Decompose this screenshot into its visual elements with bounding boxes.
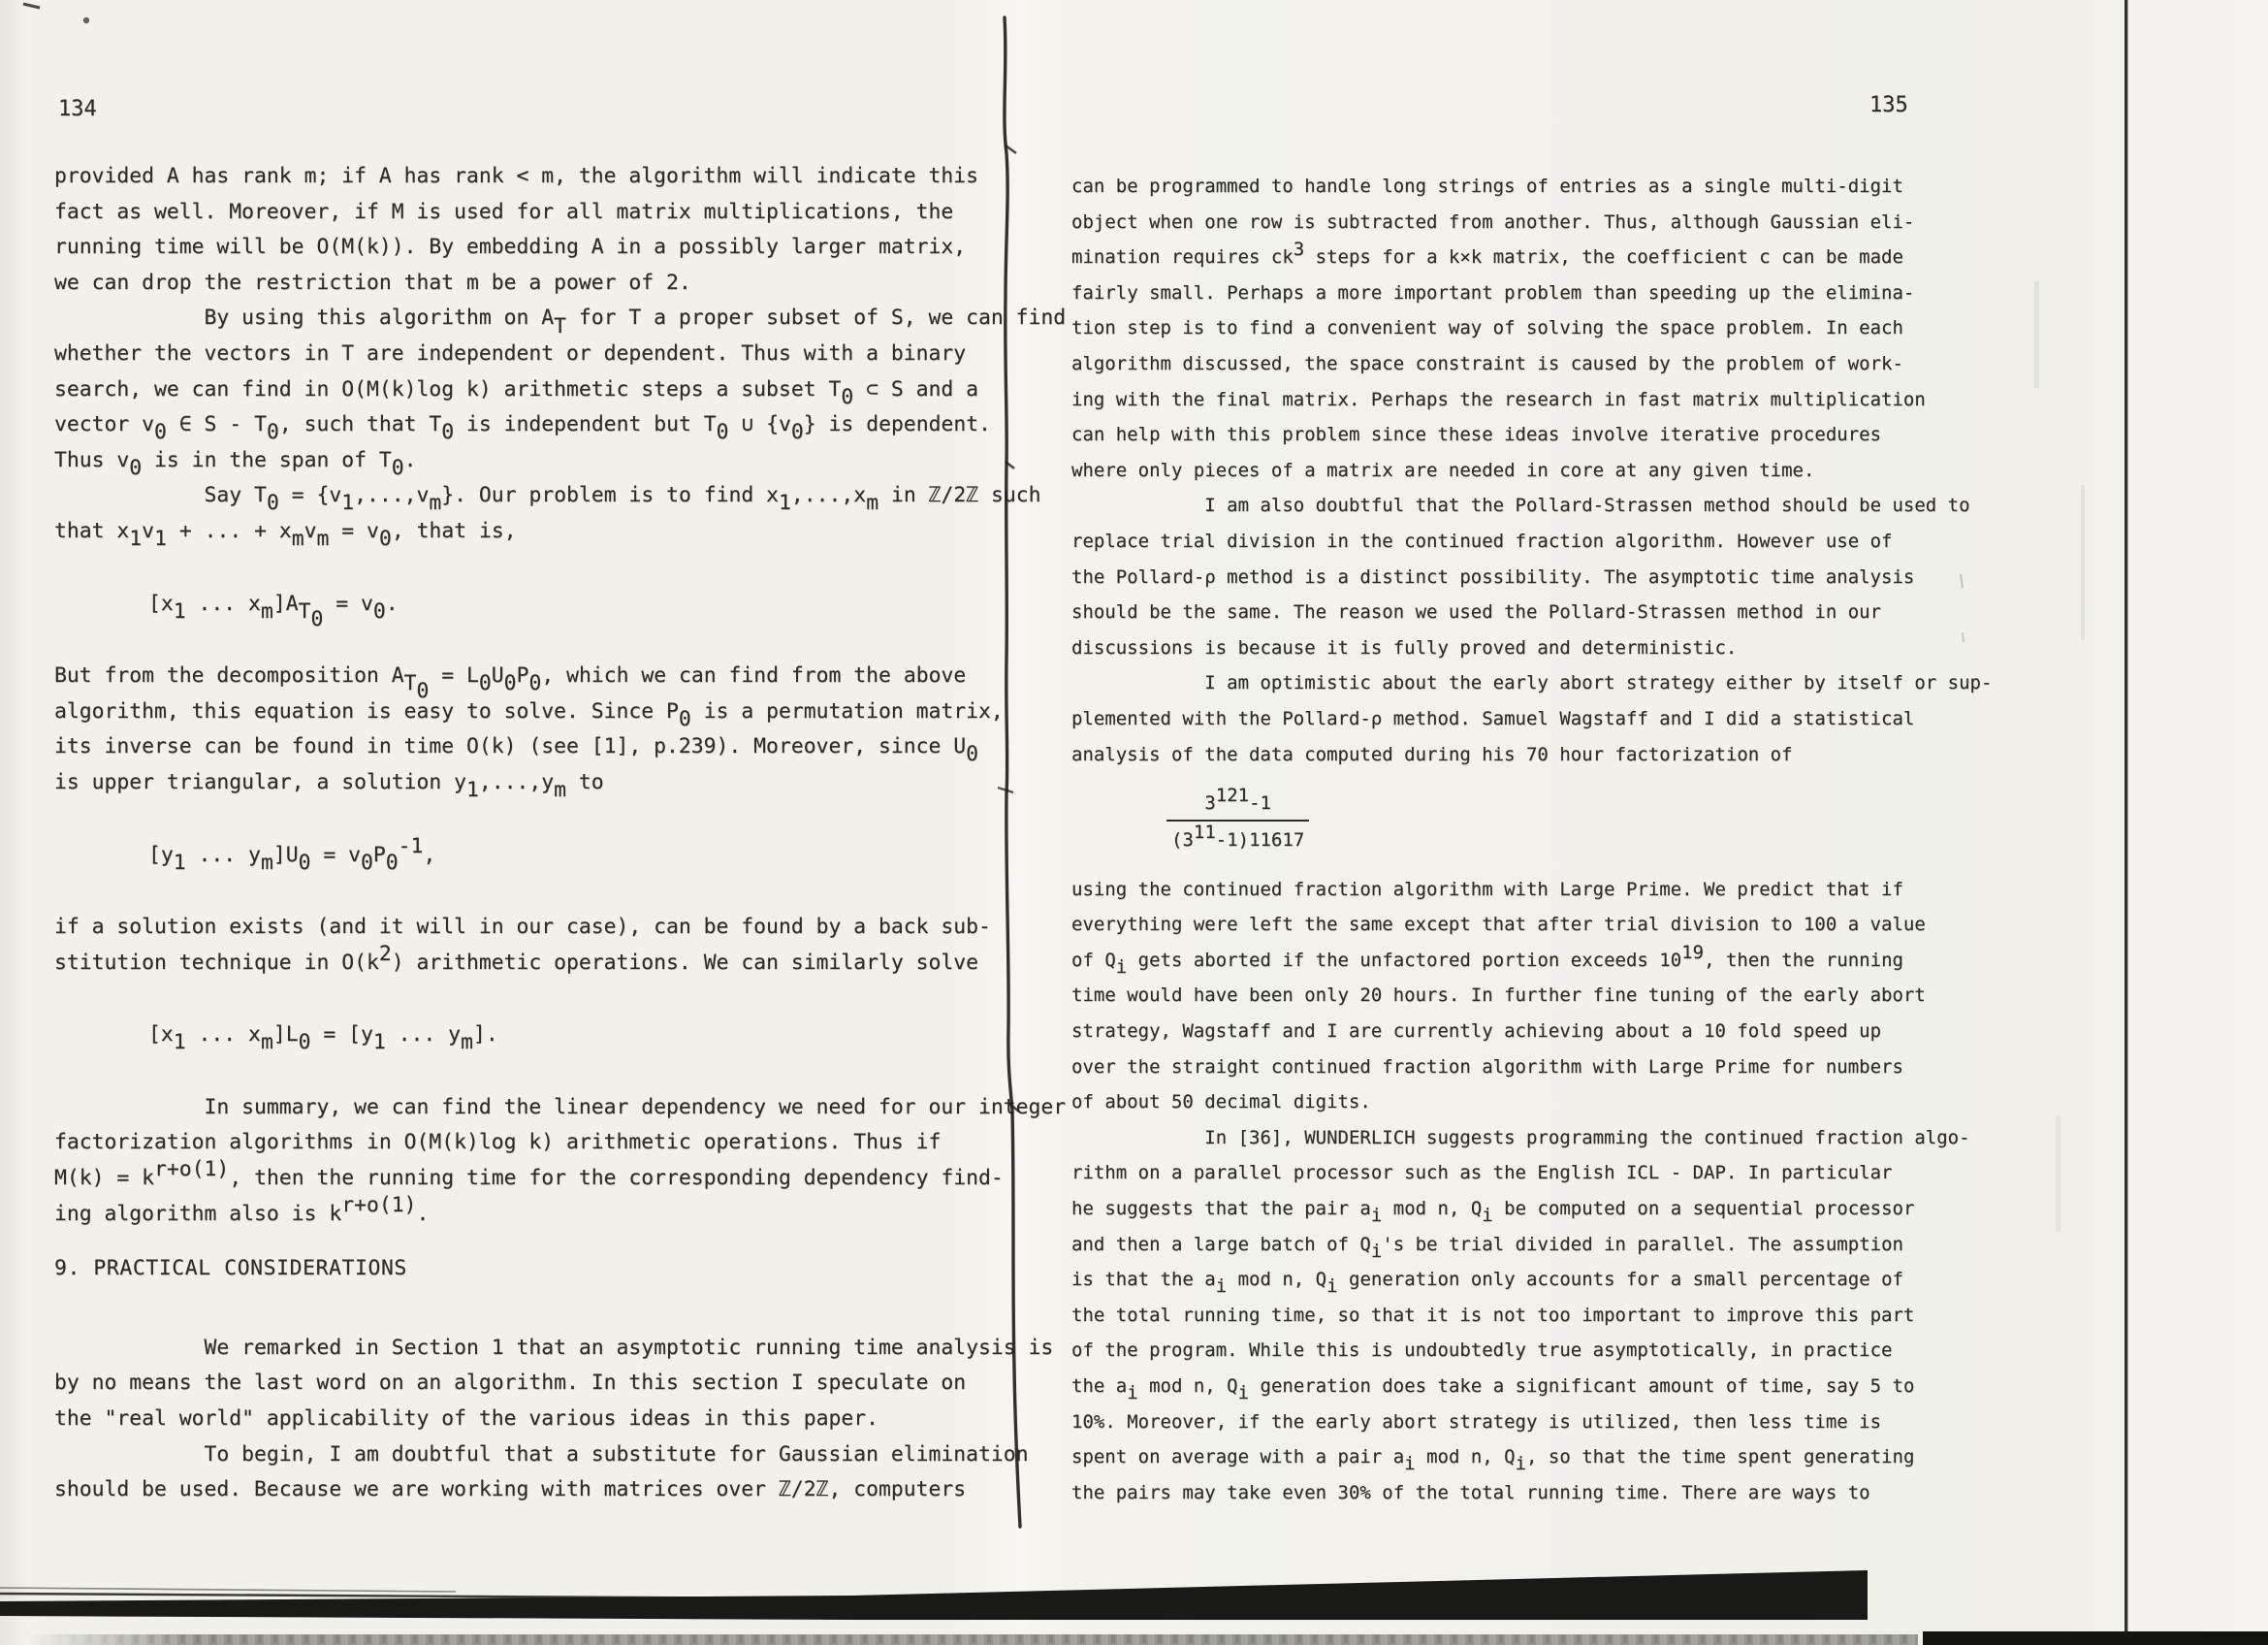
text-line: of the program. While this is undoubtedly true asymptotically, in practice [1071,1339,1893,1362]
paragraph [1071,665,1993,772]
equation-text: [x1 ... xm]L0 = [y1 ... ym]. [148,1022,498,1055]
text-line: 10%. Moreover, if the early abort strategy is utilized, then less time is [1071,1410,1882,1433]
equation-text: [x1 ... xm]AT0 = v0. [148,591,399,631]
paragraph [1071,872,1936,1120]
fraction [1166,785,1309,856]
text-line: algorithm discussed, the space constraint is caused by the problem of work- [1071,352,1903,374]
bottom-right-black-band [1923,1631,2268,1645]
text-line: if a solution exists (and it will in our case), can be found by a back sub- [54,915,991,940]
text-line: its inverse can be found in time O(k) (see [1], p.239). Moreover, since U0 [54,734,979,767]
corner-mark [23,4,40,8]
text-line: search, we can find in O(M(k)log k) arithmetic steps a subset T0 ⊂ S and a [54,376,979,409]
left-page-text-column [54,159,1067,1508]
page-number-left: 134 [58,97,97,121]
equation-text: [y1 ... ym]U0 = v0P0-1, [148,833,436,875]
text-line: is that the ai mod n, Qi generation only accounts for a small percentage of [1071,1269,1903,1298]
text-line: over the straight continued fraction algorithm with Large Prime for numbers [1071,1055,1903,1078]
text-line: using the continued fraction algorithm with Large Prime. We predict that if [1071,878,1903,900]
display-fraction [1071,785,1936,858]
text-line: the ai mod n, Qi generation does take a significant amount of time, say 5 to [1071,1375,1915,1404]
seam-tick-icon [1006,145,1016,153]
bottom-page-edge-strip [27,1634,1918,1645]
fraction-numerator: 3121-1 [1204,785,1271,815]
paragraph [54,159,987,301]
seam-tick-icon [998,788,1013,792]
text-line: we can drop the restriction that m be a power of 2. [54,270,691,295]
seam-tick-icon [1006,462,1014,468]
bottom-page-edge-strip-fade [27,1634,192,1645]
text-line: ing algorithm also is kr+o(1). [54,1192,430,1226]
display-equation [54,833,987,875]
text-line: vector v0 ∈ S - T0, such that T0 is independent but T0 ∪ {v0} is dependent. [54,412,991,445]
display-equation [54,587,987,631]
text-line: To begin, I am doubtful that a substitute for Gaussian elimination [54,1441,1029,1467]
text-line: By using this algorithm on AT for T a proper subset of S, we can find [54,306,1067,339]
text-line: and then a large batch of Qi's be trial divided in parallel. The assumption [1071,1233,1903,1262]
paragraph [54,1331,1054,1437]
text-line: where only pieces of a matrix are needed in core at any given time. [1071,459,1815,481]
text-line: time would have been only 20 hours. In further fine tuning of the early abort [1071,984,1926,1007]
paragraph [54,910,991,981]
text-line: object when one row is subtracted from another. Thus, although Gaussian eli- [1071,210,1915,233]
text-line: can be programmed to handle long strings of entries as a single multi-digit [1071,176,1903,197]
text-line: stitution technique in O(k2) arithmetic operations. We can similarly solve [54,941,979,975]
text-line: of about 50 decimal digits. [1071,1091,1371,1113]
text-line: mination requires ck3 steps for a k×k matrix, the coefficient c can be made [1071,239,1903,269]
text-line: spent on average with a pair ai mod n, Qi, so that the time spent generating [1071,1446,1915,1475]
text-line: ing with the final matrix. Perhaps the research in fast matrix multiplication [1071,388,1926,410]
bottom-shadow-wedge [0,1570,1868,1620]
margin-speck [1961,574,1963,588]
text-line: M(k) = kr+o(1), then the running time for the corresponding dependency find- [54,1157,1004,1191]
text-line: fairly small. Perhaps a more important problem than speeding up the elimina- [1071,281,1915,304]
text-line: fact as well. Moreover, if M is used for all matrix multiplications, the [54,199,954,224]
text-line: strategy, Wagstaff and I are currently achieving about a 10 fold speed up [1071,1020,1882,1043]
text-line: plemented with the Pollard-ρ method. Samuel Wagstaff and I did a statistical [1071,707,1915,729]
paragraph [54,659,1004,803]
page-right-edge-line [2124,0,2127,1645]
display-equation [54,1017,987,1053]
text-line: running time will be O(M(k)). By embedding A in a possibly larger matrix, [54,235,967,260]
text-line: Thus v0 is in the span of T0. [54,447,417,480]
section-heading: 9. PRACTICAL CONSIDERATIONS [54,1256,407,1281]
paragraph [1071,169,1936,488]
text-line: can help with this problem since these ideas involve iterative procedures [1071,424,1882,446]
scan-streak [2081,485,2085,640]
text-line: that x1v1 + ... + xmvm = v0, that is, [54,518,517,552]
scan-streak [2034,281,2039,388]
text-line: algorithm, this equation is easy to solve. Since P0 is a permutation matrix, [54,698,1004,731]
binding-seam-line [1005,17,1020,1527]
text-line: In [36], WUNDERLICH suggests programming the continued fraction algo- [1071,1126,1970,1148]
margin-speck [1963,632,1964,642]
text-line: factorization algorithms in O(M(k)log k) arithmetic operations. Thus if [54,1130,942,1155]
text-line: he suggests that the pair ai mod n, Qi be computed on a sequential processor [1071,1198,1915,1227]
scan-streak [2056,1115,2060,1232]
text-line: is upper triangular, a solution y1,...,ym to [54,769,604,803]
text-line: of Qi gets aborted if the unfactored portion exceeds 1019, then the running [1071,941,1903,979]
corner-speck [83,17,89,23]
paragraph [1071,1120,1970,1511]
text-line: analysis of the data computed during his 70 hour factorization of [1071,743,1793,765]
right-page-text-column [1071,169,1993,1510]
text-line: tion step is to find a convenient way of solving the space problem. In each [1071,317,1903,339]
text-line: discussions is because it is fully proved and deterministic. [1071,636,1738,659]
paragraph [54,478,1041,552]
text-line: Say T0 = {v1,...,vm}. Our problem is to find x1,...,xm in ℤ/2ℤ such [54,483,1041,516]
text-line: rithm on a parallel processor such as the English ICL - DAP. In particular [1071,1162,1893,1184]
paragraph [54,1437,1029,1508]
bottom-shadow-line [0,1588,456,1592]
text-line: But from the decomposition AT0 = L0U0P0, which we can find from the above [54,663,967,704]
text-line: should be the same. The reason we used the Pollard-Strassen method in our [1071,601,1882,624]
text-line: whether the vectors in T are independent or dependent. Thus with a binary [54,340,967,366]
text-line: the pairs may take even 30% of the total running time. There are ways to [1071,1481,1870,1503]
text-line: the total running time, so that it is not too important to improve this part [1071,1304,1915,1326]
paragraph [54,1090,1067,1232]
text-line: replace trial division in the continued fraction algorithm. However use of [1071,530,1893,552]
paragraph [1071,488,1970,665]
text-line: We remarked in Section 1 that an asymptotic running time analysis is [54,1335,1054,1360]
paragraph [54,301,1067,480]
text-line: should be used. Because we are working with matrices over ℤ/2ℤ, computers [54,1477,967,1502]
text-line: the Pollard-ρ method is a distinct possibility. The asymptotic time analysis [1071,565,1915,588]
fraction-denominator: (311-1)11617 [1166,820,1309,856]
text-line: In summary, we can find the linear dependency we need for our integer [54,1094,1067,1119]
text-line: everything were left the same except that after trial division to 100 a value [1071,914,1926,936]
text-line: I am optimistic about the early abort strategy either by itself or sup- [1071,672,1993,694]
page-number-right: 135 [1869,93,1908,117]
text-line: the "real world" applicability of the various ideas in this paper. [54,1406,878,1432]
text-line: provided A has rank m; if A has rank < m, the algorithm will indicate this [54,164,978,188]
text-line: by no means the last word on an algorithm. In this section I speculate on [54,1371,967,1396]
text-line: I am also doubtful that the Pollard-Strassen method should be used to [1071,495,1970,517]
bottom-shadow-line [0,1594,815,1598]
